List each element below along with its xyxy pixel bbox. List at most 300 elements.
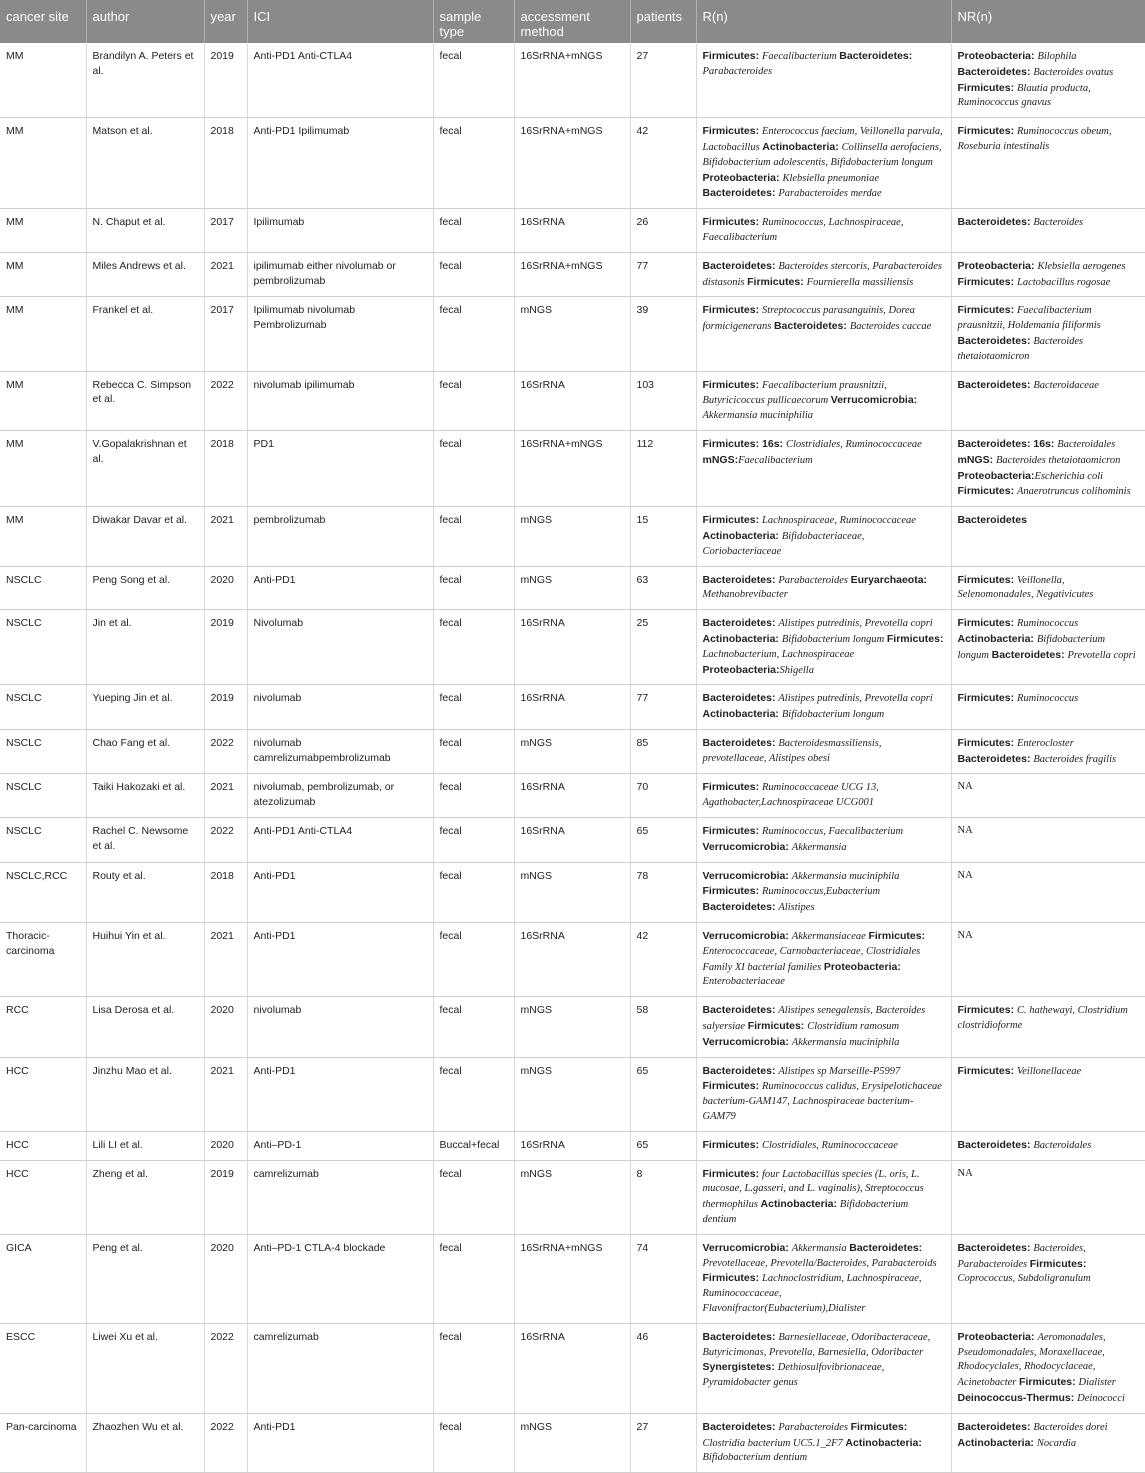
method-cell: 16SrRNA+mNGS xyxy=(514,43,630,118)
author-cell: Frankel et al. xyxy=(86,297,204,371)
table-row xyxy=(0,1160,1145,1234)
ici-cell: Anti-PD1 Ipilimumab xyxy=(247,118,433,209)
patients-cell: 77 xyxy=(630,685,696,730)
table-row xyxy=(0,610,1145,685)
cancer-site-cell: MM xyxy=(0,297,86,371)
taxa-names: four Lactobacillus species (L. oris, L. mucosae, L.gasseri, and L. vaginalis), Streptococcus thermophilus xyxy=(702,1168,924,1211)
not-available: NA xyxy=(957,1167,973,1179)
taxa-names: Parabacteroides xyxy=(778,1421,851,1433)
responders-cell xyxy=(696,209,951,253)
taxa-names: Coprococcus, Subdoligranulum xyxy=(957,1273,1091,1285)
author-cell: Rebecca C. Simpson et al. xyxy=(86,371,204,430)
year-cell: 2018 xyxy=(204,862,247,922)
non-responders-cell xyxy=(951,862,1145,922)
non-responders-cell xyxy=(951,252,1145,297)
ici-cell: nivolumab, pembrolizumab, or atezolizumab xyxy=(247,774,433,818)
taxa-names: Akkermansia muciniphila xyxy=(791,870,900,882)
method-cell: mNGS xyxy=(514,729,630,774)
cancer-site-cell: ESCC xyxy=(0,1323,86,1413)
taxa-names: Clostridiales, Ruminococcaceae xyxy=(762,1139,898,1151)
taxa-names: Faecalibacterium prausnitzii, Holdemania filiformis xyxy=(957,305,1101,332)
taxa-names: Streptococcus parasanguinis, Dorea formicigenerans xyxy=(702,305,915,333)
responders-cell xyxy=(696,1057,951,1131)
sample-type-cell: fecal xyxy=(433,297,514,371)
taxa-names: Parabacteroides merdae xyxy=(778,188,882,200)
taxa-names: Bacteroidales xyxy=(1057,438,1116,450)
phylum-label: Bacteroidetes: xyxy=(957,378,1034,391)
header-author: author xyxy=(86,0,204,43)
sample-type-cell: fecal xyxy=(433,252,514,297)
phylum-label: Firmicutes: xyxy=(702,514,763,527)
taxa-names: Ruminococcus xyxy=(1017,618,1079,630)
patients-cell: 78 xyxy=(630,862,696,922)
taxa-names: Enterococcus faecium, Veillonella parvula, Lactobacillus xyxy=(702,126,943,153)
patients-cell: 8 xyxy=(630,1160,696,1234)
taxa-names: Bacteroides ovatus xyxy=(1033,66,1114,78)
method-cell: 16SrRNA xyxy=(514,774,630,818)
responders-cell xyxy=(696,610,951,685)
cancer-site-cell: NSCLC xyxy=(0,610,86,685)
phylum-label: Bacteroidetes: xyxy=(957,752,1034,765)
phylum-label: Firmicutes: xyxy=(702,781,763,794)
phylum-label: Firmicutes: xyxy=(957,573,1018,586)
ici-cell: nivolumab xyxy=(247,685,433,730)
taxa-names: Lachnoclostridium, Lachnospiraceae, Ruminococcaceae, Flavonifractor(Eubacterium),Dialister xyxy=(702,1273,922,1314)
ici-cell: Anti–PD-1 xyxy=(247,1131,433,1160)
taxa-names: Parabacteroides xyxy=(778,574,851,586)
method-cell: mNGS xyxy=(514,1160,630,1234)
taxa-names: Fournierella massiliensis xyxy=(806,276,914,288)
sample-type-cell: fecal xyxy=(433,1160,514,1234)
phylum-label: Firmicutes: xyxy=(702,378,763,391)
responders-cell xyxy=(696,1413,951,1472)
taxa-names: Alistipes putredinis, Prevotella copri xyxy=(778,693,933,705)
patients-cell: 26 xyxy=(630,209,696,253)
year-cell: 2021 xyxy=(204,774,247,818)
responders-cell xyxy=(696,566,951,610)
taxa-names: Bacteroides stercoris, Parabacteroides distasonis xyxy=(702,260,942,288)
header-ici: ICI xyxy=(247,0,433,43)
method-cell: 16SrRNA xyxy=(514,685,630,730)
patients-cell: 25 xyxy=(630,610,696,685)
cancer-site-cell: NSCLC xyxy=(0,685,86,730)
phylum-label: Proteobacteria: xyxy=(957,469,1035,482)
phylum-label: Firmicutes: xyxy=(1029,1257,1087,1270)
responders-cell xyxy=(696,729,951,774)
table-row xyxy=(0,774,1145,818)
taxa-names: Collinsella aerofaciens, Bifidobacterium adolescentis, Bifidobacterium longum xyxy=(702,141,942,168)
cancer-site-cell: NSCLC xyxy=(0,566,86,610)
author-cell: Jinzhu Mao et al. xyxy=(86,1057,204,1131)
author-cell: Diwakar Davar et al. xyxy=(86,507,204,566)
phylum-label: Bacteroidetes: xyxy=(849,1241,923,1254)
table-row xyxy=(0,430,1145,506)
phylum-label: Firmicutes: xyxy=(957,485,1018,498)
table-row xyxy=(0,209,1145,253)
taxa-names: Akkermansia xyxy=(791,1242,850,1254)
author-cell: Peng et al. xyxy=(86,1234,204,1323)
table-row xyxy=(0,729,1145,774)
sample-type-cell: fecal xyxy=(433,1234,514,1323)
taxa-names: Faecalibacterium xyxy=(738,454,813,466)
ici-cell: Nivolumab xyxy=(247,610,433,685)
patients-cell: 77 xyxy=(630,252,696,297)
author-cell: Liwei Xu et al. xyxy=(86,1323,204,1413)
patients-cell: 27 xyxy=(630,43,696,118)
phylum-label: Firmicutes: xyxy=(957,275,1018,288)
year-cell: 2022 xyxy=(204,1323,247,1413)
ici-cell: Anti-PD1 xyxy=(247,566,433,610)
ici-cell: Anti-PD1 xyxy=(247,1413,433,1472)
taxa-names: Veillonellaceae xyxy=(1017,1065,1082,1077)
method-cell: mNGS xyxy=(514,1413,630,1472)
author-cell: Routy et al. xyxy=(86,862,204,922)
patients-cell: 39 xyxy=(630,297,696,371)
taxa-names: Bifidobacterium longum xyxy=(781,633,887,645)
sample-type-cell: fecal xyxy=(433,685,514,730)
phylum-label: Firmicutes: xyxy=(868,930,926,943)
patients-cell: 65 xyxy=(630,1057,696,1131)
method-cell: 16SrRNA xyxy=(514,1323,630,1413)
phylum-label: Actinobacteria: xyxy=(845,1436,922,1449)
non-responders-cell xyxy=(951,923,1145,997)
responders-cell xyxy=(696,43,951,118)
taxa-names: Faecalibacterium xyxy=(762,51,840,62)
phylum-label: Verrucomicrobia: xyxy=(702,1241,792,1254)
author-cell: Chao Fang et al. xyxy=(86,729,204,774)
taxa-names: Escherichia coli xyxy=(1034,470,1104,482)
taxa-names: Akkermansia xyxy=(791,841,847,853)
ici-cell: Ipilimumab xyxy=(247,209,433,253)
table-row xyxy=(0,371,1145,430)
responders-cell xyxy=(696,252,951,297)
taxa-names: Dethiosulfovibrionaceae, Pyramidobacter genus xyxy=(702,1362,885,1389)
responders-cell xyxy=(696,862,951,922)
phylum-label: Synergistetes: xyxy=(702,1361,778,1374)
taxa-names: Prevotella copri xyxy=(1067,649,1136,661)
patients-cell: 65 xyxy=(630,1131,696,1160)
taxa-names: Bilophila xyxy=(1037,51,1077,62)
cancer-site-cell: HCC xyxy=(0,1160,86,1234)
year-cell: 2020 xyxy=(204,1131,247,1160)
phylum-label: Bacteroidetes: xyxy=(773,320,850,333)
phylum-label: Bacteroidetes: xyxy=(702,901,779,914)
phylum-label: Bacteroidetes: xyxy=(702,259,779,272)
taxa-names: Prevotellaceae, Prevotella/Bacteroides, Parabacteroids xyxy=(702,1257,937,1269)
taxa-names: Ruminococcus, Lachnospiraceae, Faecalibacterium xyxy=(702,217,904,243)
sample-type-cell: fecal xyxy=(433,923,514,997)
ici-cell: Anti-PD1 xyxy=(247,1057,433,1131)
taxa-names: Akkermansia muciniphilia xyxy=(702,410,814,422)
responders-cell xyxy=(696,1234,951,1323)
non-responders-cell xyxy=(951,118,1145,209)
taxa-names: Enterocloster xyxy=(1017,737,1074,749)
year-cell: 2022 xyxy=(204,371,247,430)
phylum-label: Firmicutes: xyxy=(702,1167,763,1180)
taxa-names: Aeromonadales, Pseudomonadales, Moraxellaceae, Rhodocyclales, Rhodocyclaceae, Acinetobacter xyxy=(957,1331,1106,1389)
author-cell: Lisa Derosa et al. xyxy=(86,997,204,1057)
year-cell: 2019 xyxy=(204,1160,247,1234)
header-responders: R(n) xyxy=(696,0,951,43)
non-responders-cell xyxy=(951,1234,1145,1323)
phylum-label: Bacteroidetes: xyxy=(702,573,779,586)
year-cell: 2021 xyxy=(204,252,247,297)
taxa-names: Bacteroidesmassiliensis, prevotellaceae, Alistipes obesi xyxy=(702,737,882,764)
phylum-label: Verrucomicrobia: xyxy=(702,840,792,853)
author-cell: Miles Andrews et al. xyxy=(86,252,204,297)
phylum-label: Actinobacteria: xyxy=(702,529,782,542)
cancer-site-cell: MM xyxy=(0,252,86,297)
phylum-label: Proteobacteria: xyxy=(702,663,780,676)
sample-type-cell: fecal xyxy=(433,1057,514,1131)
table-row xyxy=(0,862,1145,922)
year-cell: 2019 xyxy=(204,685,247,730)
table-row xyxy=(0,297,1145,371)
ici-cell: Anti-PD1 xyxy=(247,862,433,922)
taxa-names: C. hathewayi, Clostridium clostridioforme xyxy=(957,1005,1128,1032)
phylum-label: Bacteroidetes: xyxy=(702,1064,779,1077)
responders-cell xyxy=(696,297,951,371)
responders-cell xyxy=(696,774,951,818)
sample-type-cell: fecal xyxy=(433,566,514,610)
non-responders-cell xyxy=(951,1323,1145,1413)
phylum-label: Verrucomicrobia: xyxy=(830,394,918,407)
author-cell: V.Gopalakrishnan et al. xyxy=(86,430,204,506)
header-year: year xyxy=(204,0,247,43)
phylum-label: Firmicutes: xyxy=(702,1272,763,1285)
phylum-label: Bacteroidetes: xyxy=(839,50,913,62)
year-cell: 2020 xyxy=(204,566,247,610)
phylum-label: Firmicutes: xyxy=(747,1020,808,1033)
phylum-label: Actinobacteria: xyxy=(702,708,782,721)
taxa-names: Bacteroides fragilis xyxy=(1033,753,1117,765)
phylum-label: Bacteroidetes: xyxy=(957,1420,1034,1433)
non-responders-cell xyxy=(951,371,1145,430)
table-row xyxy=(0,566,1145,610)
non-responders-cell xyxy=(951,610,1145,685)
taxa-names: Lachnobacterium, Lachnospiraceae xyxy=(702,648,855,660)
phylum-label: Actinobacteria: xyxy=(762,140,842,153)
non-responders-cell xyxy=(951,297,1145,371)
method-cell: 16SrRNA xyxy=(514,371,630,430)
taxa-names: Veillonella, Selenomonadales, Negativicutes xyxy=(957,574,1094,601)
not-available: NA xyxy=(957,869,973,881)
phylum-label: Bacteroidetes: xyxy=(702,187,779,200)
phylum-label: Firmicutes: xyxy=(1019,1376,1079,1389)
cancer-site-cell: MM xyxy=(0,507,86,566)
ici-cell: pembrolizumab xyxy=(247,507,433,566)
taxa-names: Bacteroides thetaiotaomicron xyxy=(957,335,1084,362)
patients-cell: 70 xyxy=(630,774,696,818)
phylum-label: Firmicutes: xyxy=(702,825,763,838)
phylum-label: Firmicutes: xyxy=(957,1004,1018,1017)
phylum-label: Bacteroidetes: xyxy=(957,216,1034,229)
taxa-names: Klebsiella pneumoniae xyxy=(782,172,879,184)
ici-cell: Anti-PD1 Anti-CTLA4 xyxy=(247,43,433,118)
responders-cell xyxy=(696,1131,951,1160)
sample-type-cell: fecal xyxy=(433,862,514,922)
year-cell: 2017 xyxy=(204,297,247,371)
taxa-names: Bifidobacterium dentium xyxy=(702,1199,909,1226)
taxa-names: Clostridia bacterium UC5.1_2F7 xyxy=(702,1437,846,1449)
cancer-site-cell: Thoracic-carcinoma xyxy=(0,923,86,997)
patients-cell: 27 xyxy=(630,1413,696,1472)
patients-cell: 74 xyxy=(630,1234,696,1323)
table-row xyxy=(0,685,1145,730)
phylum-label: Proteobacteria: xyxy=(957,1330,1038,1343)
phylum-label: Proteobacteria: xyxy=(957,259,1038,272)
header-non-responders: NR(n) xyxy=(951,0,1145,43)
phylum-label: Firmicutes: xyxy=(702,1138,763,1151)
sample-type-cell: fecal xyxy=(433,371,514,430)
taxa-names: Barnesiellaceae, Odoribacteraceae, Butyricimonas, Prevotella, Barnesiella, Odoribacter xyxy=(702,1331,931,1358)
phylum-label: Verrucomicrobia: xyxy=(702,1035,792,1048)
phylum-label: Bacteroidetes: xyxy=(702,1330,779,1343)
taxa-names: Bacteroides caccae xyxy=(849,321,932,333)
method-cell: 16SrRNA xyxy=(514,818,630,863)
phylum-label: Bacteroidetes: xyxy=(702,1420,779,1433)
phylum-label: Bacteroidetes: xyxy=(957,334,1034,347)
author-cell: Taiki Hakozaki et al. xyxy=(86,774,204,818)
phylum-label: Firmicutes: xyxy=(702,304,763,317)
year-cell: 2018 xyxy=(204,118,247,209)
phylum-label: Firmicutes: xyxy=(957,692,1018,705)
cancer-site-cell: HCC xyxy=(0,1057,86,1131)
year-cell: 2021 xyxy=(204,507,247,566)
responders-cell xyxy=(696,997,951,1057)
taxa-names: Bifidobacterium longum xyxy=(957,633,1106,661)
phylum-label: Bacteroidetes: xyxy=(702,736,779,749)
sample-type-cell: fecal xyxy=(433,118,514,209)
phylum-label: Bacteroidetes: xyxy=(991,648,1068,661)
taxa-names: Shigella xyxy=(779,664,814,676)
phylum-label: Firmicutes: xyxy=(747,275,807,288)
phylum-label: Proteobacteria: xyxy=(957,50,1038,62)
method-cell: mNGS xyxy=(514,566,630,610)
table-row xyxy=(0,997,1145,1057)
phylum-label: mNGS: xyxy=(702,453,739,466)
patients-cell: 42 xyxy=(630,118,696,209)
non-responders-cell xyxy=(951,774,1145,818)
taxa-names: Ruminococcaceae UCG 13, Agathobacter,Lachnospiraceae UCG001 xyxy=(702,782,879,809)
taxa-names: Enterococcaceae, Carnobacteriaceae, Clostridiales Family XI bacterial families xyxy=(702,945,921,973)
method-cell: mNGS xyxy=(514,1057,630,1131)
patients-cell: 15 xyxy=(630,507,696,566)
table-row xyxy=(0,1323,1145,1413)
taxa-names: Enterobacteriaceae xyxy=(702,976,785,988)
non-responders-cell xyxy=(951,43,1145,118)
taxa-names: Bacteroidaceae xyxy=(1033,379,1099,391)
phylum-label: Euryarchaeota: xyxy=(850,573,928,586)
responders-cell xyxy=(696,1160,951,1234)
phylum-label: Bacteroidetes: xyxy=(702,692,779,705)
cancer-site-cell: NSCLC xyxy=(0,774,86,818)
phylum-label: Actinobacteria: xyxy=(702,632,782,645)
cancer-site-cell: MM xyxy=(0,118,86,209)
phylum-label: Firmicutes: xyxy=(886,632,944,645)
taxa-names: Clostridiales, Ruminococcaceae xyxy=(785,438,922,450)
phylum-label: Firmicutes: xyxy=(957,1064,1018,1077)
table-row xyxy=(0,118,1145,209)
phylum-label: Firmicutes: xyxy=(957,736,1018,749)
not-available: NA xyxy=(957,825,973,837)
patients-cell: 103 xyxy=(630,371,696,430)
ici-cell: Ipilimumab nivolumab Pembrolizumab xyxy=(247,297,433,371)
non-responders-cell xyxy=(951,209,1145,253)
sample-type-cell: fecal xyxy=(433,430,514,506)
author-cell: N. Chaput et al. xyxy=(86,209,204,253)
patients-cell: 112 xyxy=(630,430,696,506)
author-cell: Matson et al. xyxy=(86,118,204,209)
ici-cell: Anti-PD1 Anti-CTLA4 xyxy=(247,818,433,863)
method-cell: mNGS xyxy=(514,997,630,1057)
cancer-site-cell: HCC xyxy=(0,1131,86,1160)
non-responders-cell xyxy=(951,507,1145,566)
taxa-names: Klebsiella aerogenes xyxy=(1037,260,1126,272)
non-responders-cell xyxy=(951,1413,1145,1472)
method-cell: 16SrRNA+mNGS xyxy=(514,118,630,209)
taxa-names: Bacteroidales xyxy=(1033,1139,1092,1151)
phylum-label: Firmicutes: xyxy=(702,885,763,898)
table-row xyxy=(0,1131,1145,1160)
taxa-names: Bifidobacteriaceae, Coriobacteriaceae xyxy=(702,530,865,557)
phylum-label: Bacteroidetes: xyxy=(702,1004,779,1017)
table-row xyxy=(0,1413,1145,1472)
phylum-label: mNGS: xyxy=(957,453,997,466)
responders-cell xyxy=(696,1323,951,1413)
taxa-names: Bacteroides xyxy=(1033,217,1084,229)
phylum-label: Firmicutes: xyxy=(702,1080,763,1093)
method-cell: mNGS xyxy=(514,862,630,922)
sample-type-cell: fecal xyxy=(433,1413,514,1472)
cancer-site-cell: NSCLC xyxy=(0,729,86,774)
phylum-label: Firmicutes: xyxy=(702,125,763,138)
taxa-names: Akkermansiaceae xyxy=(791,931,869,943)
phylum-label: Firmicutes: xyxy=(957,617,1018,630)
phylum-label: Firmicutes: xyxy=(702,50,763,62)
taxa-names: Nocardia xyxy=(1036,1437,1077,1449)
year-cell: 2022 xyxy=(204,1413,247,1472)
sample-type-cell: fecal xyxy=(433,507,514,566)
not-available: NA xyxy=(957,781,973,793)
method-cell: 16SrRNA xyxy=(514,610,630,685)
non-responders-cell xyxy=(951,818,1145,863)
table-row xyxy=(0,507,1145,566)
ici-cell: ipilimumab either nivolumab or pembrolizumab xyxy=(247,252,433,297)
patients-cell: 65 xyxy=(630,818,696,863)
patients-cell: 46 xyxy=(630,1323,696,1413)
phylum-label: Bacteroidetes: xyxy=(957,65,1034,78)
cancer-site-cell: MM xyxy=(0,209,86,253)
patients-cell: 42 xyxy=(630,923,696,997)
ici-cell: nivolumab xyxy=(247,997,433,1057)
phylum-label: Bacteroidetes xyxy=(957,514,1027,527)
phylum-label: Bacteroidetes: xyxy=(957,1138,1034,1151)
sample-type-cell: fecal xyxy=(433,209,514,253)
taxa-names: Clostridium ramosum xyxy=(807,1021,900,1033)
non-responders-cell xyxy=(951,1131,1145,1160)
cancer-site-cell: Pan-carcinoma xyxy=(0,1413,86,1472)
ici-cell: Anti–PD-1 CTLA-4 blockade xyxy=(247,1234,433,1323)
taxa-names: Ruminococcus, Faecalibacterium xyxy=(762,826,904,838)
phylum-label: Firmicutes: xyxy=(957,304,1018,317)
table-row xyxy=(0,923,1145,997)
responders-cell xyxy=(696,923,951,997)
method-cell: 16SrRNA xyxy=(514,923,630,997)
sample-type-cell: fecal xyxy=(433,43,514,118)
taxa-names: Alistipes xyxy=(778,902,815,914)
phylum-label: Verrucomicrobia: xyxy=(702,930,792,943)
